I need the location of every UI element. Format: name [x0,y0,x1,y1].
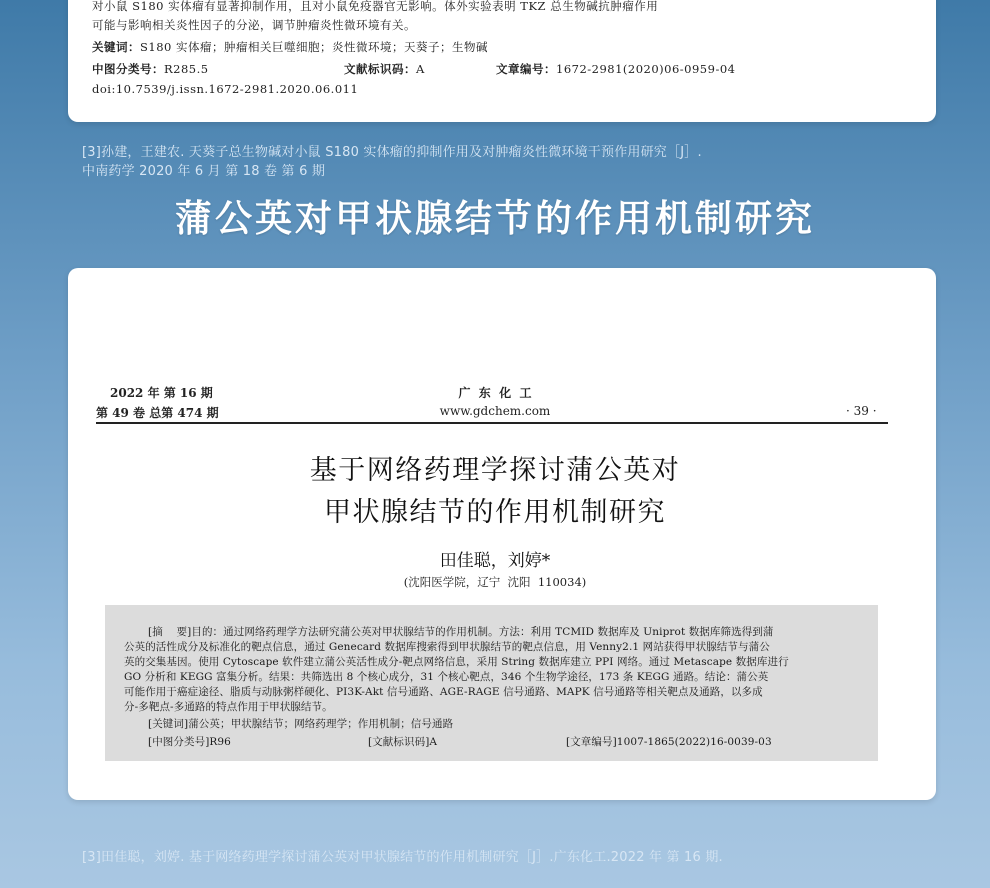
abstract-line: 公英的活性成分及标准化的靶点信息，通过 Genecard 数据库搜索得到甲状腺结节的靶点信息，用 Venny2.1 网站获得甲状腺结节与蒲公 [124,641,770,653]
section-heading: 蒲公英对甲状腺结节的作用机制研究 [175,197,815,240]
paper-title-line-1: 基于网络药理学探讨蒲公英对 [309,455,681,486]
top-article-no-label: 文章编号： [496,62,556,76]
affiliation: (沈阳医学院，辽宁 沈阳 110034) [403,575,587,589]
abstract-keywords: [关键词]蒲公英；甲状腺结节；网络药理学；作用机制；信号通路 [148,718,454,730]
top-clc-value: R285.5 [164,62,209,76]
top-clc [92,61,209,77]
authors: 田佳聪，刘婷* [439,551,551,571]
citation-1-line-2: 中南药学 2020 年 6 月 第 18 卷 第 6 期 [82,164,326,179]
citation-2: [3]田佳聪，刘婷. 基于网络药理学探讨蒲公英对甲状腺结节的作用机制研究［J］.广东化工.2022 年 第 16 期. [82,850,723,865]
top-article-no-value: 1672-2981(2020)06-0959-04 [556,62,736,76]
top-abstract-line-1: 对小鼠 S180 实体瘤有显著抑制作用，且对小鼠免疫器官无影响。体外实验表明 TKZ 总生物碱抗肿瘤作用 [92,0,659,13]
header-rule [96,422,888,424]
top-doc-code-label: 文献标识码： [344,62,416,76]
abstract-doc-code: [文献标识码]A [368,736,438,748]
top-doc-code-value: A [416,62,425,76]
abstract-line: 分-多靶点-多通路的特点作用于甲状腺结节。 [124,701,333,713]
top-clc-label: 中图分类号： [92,62,164,76]
top-abstract-line-2: 可能与影响相关炎性因子的分泌，调节肿瘤炎性微环境有关。 [92,18,416,32]
abstract-line: 英的交集基因。使用 Cytoscape 软件建立蒲公英活性成分-靶点网络信息，采用 String 数据库建立 PPI 网络。通过 Metascape 数据库进行 [124,656,789,668]
journal-name: 广 东 化 工 [458,386,532,400]
abstract-line: 可能作用于癌症途径、脂质与动脉粥样硬化、PI3K-Akt 信号通路、AGE-RAGE 信号通路、MAPK 信号通路等相关靶点及通路，以多成 [124,686,763,698]
top-keywords-value: S180 实体瘤；肿瘤相关巨噬细胞；炎性微环境；天葵子；生物碱 [140,40,488,54]
header-volume: 第 49 卷 总第 474 期 [96,406,219,420]
page-number: · 39 · [846,404,877,418]
paper-title-line-2: 甲状腺结节的作用机制研究 [324,497,666,528]
top-doc-code [344,61,425,77]
header-issue: 2022 年 第 16 期 [110,386,213,400]
top-keywords-label: 关键词： [92,40,140,54]
abstract-line: [摘 要]目的：通过网络药理学方法研究蒲公英对甲状腺结节的作用机制。方法：利用 TCMID 数据库及 Uniprot 数据库筛选得到蒲 [148,626,774,638]
abstract-article-no: [文章编号]1007-1865(2022)16-0039-03 [566,736,772,748]
abstract-line: GO 分析和 KEGG 富集分析。结果：共筛选出 8 个核心成分，31 个核心靶点，346 个生物学途径，173 条 KEGG 通路。结论：蒲公英 [124,671,769,683]
top-doi: doi:10.7539/j.issn.1672-2981.2020.06.011 [92,82,359,96]
top-keywords [92,39,488,55]
journal-url: www.gdchem.com [439,404,551,418]
citation-1-line-1: [3]孙建，王建农. 天葵子总生物碱对小鼠 S180 实体瘤的抑制作用及对肿瘤炎性微环境干预作用研究［J］. [82,145,702,160]
top-article-no [496,61,735,77]
abstract-clc: [中图分类号]R96 [148,736,231,748]
